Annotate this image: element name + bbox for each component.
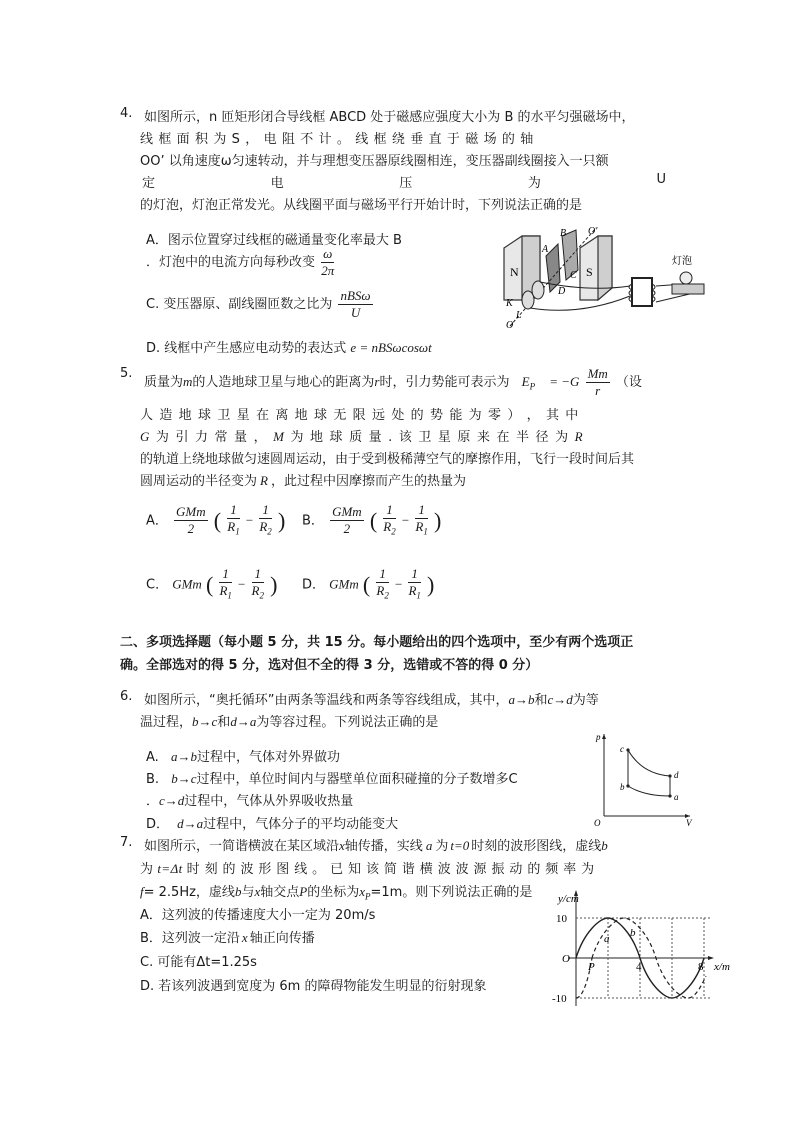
q5-var-r2: R: [260, 473, 268, 488]
label-x: x/m: [714, 961, 730, 973]
paren-open: (: [213, 507, 222, 533]
q5-option-c: [146, 566, 277, 604]
label-o: O: [506, 320, 514, 331]
q7-text: C. 可能有: [140, 955, 197, 970]
q4-option-b: [146, 246, 336, 279]
q6-option-process: a→b: [170, 749, 197, 764]
paren-close: ): [277, 507, 286, 533]
label-bulb: 灯泡: [672, 256, 692, 267]
frac-r: R: [383, 519, 392, 534]
q4-option-d-text: D. 线框中产生感应电动势的表达式: [146, 341, 347, 356]
paren-close: ): [427, 571, 435, 597]
frac-sub: 2: [259, 590, 264, 601]
label-n: N: [510, 265, 519, 279]
q7-var: t=0: [450, 838, 470, 853]
q4-option-a: A．图示位置穿过线框的磁通量变化率最大 B: [146, 233, 402, 248]
frac-num: 1: [219, 566, 231, 583]
label-b: B: [560, 228, 567, 239]
q7-text: 与: [241, 885, 255, 900]
q6-process: c→d: [547, 692, 573, 707]
frac-num: 1: [383, 502, 395, 519]
label-s: S: [586, 265, 593, 279]
q5-energy-fraction: [586, 366, 610, 399]
q5-option-b-frac1: [383, 502, 395, 540]
coef-den: 2: [343, 521, 351, 537]
q6-process: b→c: [192, 714, 218, 729]
point-a: [668, 794, 671, 797]
q4-line4-word: 压: [399, 176, 413, 191]
q4-line4-word: 为: [527, 176, 541, 191]
q7-wave-graph: [548, 888, 734, 1010]
q4-option-b-num: ω: [323, 246, 333, 261]
coef-den: 2: [187, 521, 195, 537]
q6-text: 和: [534, 693, 548, 708]
q5-line2: 人 造 地 球 卫 星 在 离 地 球 无 限 远 处 的 势 能 为 零 ） ， 其 中: [140, 408, 580, 423]
label-o-prime: O': [588, 226, 598, 237]
q7-text: 时刻的波形图线，虚线: [471, 839, 602, 854]
q5-line5-text: ，此过程中因摩擦而产生的热量为: [270, 474, 466, 489]
frac-r: R: [408, 583, 417, 598]
q5-option-b-label: B．: [302, 513, 324, 529]
q5-option-a-coef: [174, 504, 208, 537]
q5-option-c-label: C．: [146, 577, 169, 593]
q5-option-d-label: D．: [302, 577, 326, 593]
q7-var: x: [339, 838, 345, 853]
bulb-base: [672, 284, 704, 294]
q5-option-c-frac1: [219, 566, 231, 604]
q7-text: = 2.5Hz，虚线: [143, 885, 235, 900]
q7-text: Δt=1.25s: [196, 955, 257, 970]
q6-text: 和: [217, 715, 231, 730]
isotherm-ab: [628, 786, 670, 796]
frac-sub: 2: [391, 526, 396, 537]
q7-text: =1m。则下列说法正确的是: [370, 885, 533, 900]
q5-line1-text: 的人造地球卫星与地心的距离为: [192, 375, 375, 390]
q4-number: 4.: [120, 106, 133, 121]
q6-option-label: B.: [146, 772, 160, 787]
q5-line5: [140, 470, 466, 489]
q5-option-a-frac1: [227, 502, 239, 540]
frac-sub: 1: [227, 590, 232, 601]
label-y-neg10: -10: [552, 993, 567, 1005]
q7-line3: [140, 881, 532, 902]
q6-option-b: [146, 768, 518, 787]
q6-option-label: A.: [146, 750, 159, 765]
coef-num: GMm: [176, 504, 206, 520]
q7-var: b: [601, 838, 608, 853]
label-p: P: [588, 961, 595, 973]
label-l: L: [516, 310, 522, 321]
q5-var-m-big: M: [273, 429, 286, 444]
q4-line3: OO’ 以角速度ω匀速转动，并与理想变压器原线圈相连，变压器副线圈接入一只额: [140, 154, 609, 169]
label-d: d: [674, 770, 679, 780]
q7-text: 轴交点: [260, 885, 300, 900]
paren-open: (: [362, 571, 371, 597]
q6-text: 如图所示，“奥托循环”由两条等温线和两条等容线组成，其中，: [144, 693, 509, 708]
frac-r: R: [259, 519, 268, 534]
label-wave-b: b: [630, 927, 636, 939]
q6-option-process: d→a: [177, 816, 204, 831]
isotherm-cd: [628, 750, 670, 776]
q6-option-process: b→c: [171, 771, 197, 786]
q5-frac-den: r: [595, 383, 601, 398]
q5-option-a: [146, 502, 285, 540]
q6-option-text: 过程中，气体分子的平均动能变大: [203, 817, 399, 832]
q5-option-d-frac2: [408, 566, 420, 604]
frac-num: 1: [227, 502, 239, 519]
q5-line1: [144, 366, 642, 399]
q4-option-b-den: 2π: [321, 263, 335, 278]
q5-number: 5.: [120, 366, 133, 381]
q5-option-c-frac2: [252, 566, 264, 604]
q6-line1: [144, 689, 599, 708]
q6-line2: [140, 711, 438, 730]
p-axis-arrow: [602, 734, 606, 739]
label-k: K: [506, 298, 513, 309]
label-y: y/cm: [558, 893, 579, 905]
q4-line4-word: 电: [270, 176, 284, 191]
coef-num: GMm: [332, 504, 362, 520]
q5-line3-text: 为 地 球 质 量 . 该 卫 星 原 来 在 半 径 为: [285, 430, 575, 445]
q4-line4-word: U: [656, 172, 666, 187]
q7-line2: [140, 858, 595, 877]
frac-r: R: [251, 583, 260, 598]
q7-var: x: [241, 930, 248, 945]
q5-line1-text: 时，引力势能可表示为: [379, 375, 510, 390]
q4-option-d: [146, 337, 432, 356]
q6-process: a→b: [508, 692, 535, 707]
frac-r: R: [227, 519, 236, 534]
q5-var-r1: R: [574, 429, 584, 444]
q6-text: 为等容过程。下列说法正确的是: [256, 715, 439, 730]
label-origin: O: [562, 953, 570, 965]
q6-option-label: D．: [146, 817, 170, 832]
q6-number: 6.: [120, 689, 133, 704]
q6-text: 为等: [572, 693, 599, 708]
q5-line5-text: 圆周运动的半径变为: [140, 474, 258, 489]
q4-generator-figure: [500, 226, 712, 332]
label-a: a: [674, 792, 679, 802]
q4-line2: 线 框 面 积 为 S ， 电 阻 不 计 。 线 框 绕 垂 直 于 磁 场 的 轴: [140, 132, 534, 147]
q7-line1: [144, 835, 608, 854]
q7-text: 的坐标为: [307, 885, 360, 900]
q5-option-b: [302, 502, 441, 540]
q7-var: x: [254, 884, 261, 899]
frac-sub: 2: [267, 526, 272, 537]
label-a: A: [542, 244, 549, 255]
label-o: O: [594, 818, 601, 828]
q7-var: f: [140, 884, 144, 899]
q4-option-d-expr: e = nBSωcosωt: [350, 340, 432, 355]
q6-option-text: 过程中，气体从外界吸收热量: [184, 794, 354, 809]
section-2-line2: 确。全部选对的得 5 分，选对但不全的得 3 分，选错或不答的得 0 分）: [120, 658, 539, 673]
minus-sign: −: [245, 512, 254, 528]
q5-eq: = −G: [549, 374, 580, 389]
label-y10: 10: [556, 913, 567, 925]
q5-line3: [140, 426, 584, 445]
frac-sub: 1: [235, 526, 240, 537]
transformer-core: [632, 278, 652, 306]
section-2-line1: 二、多项选择题（每小题 5 分，共 15 分。每小题给出的四个选项中，至少有两个选项正: [120, 635, 634, 650]
q6-option-process: c→d: [159, 793, 185, 808]
frac-sub: 1: [423, 526, 428, 537]
q5-option-d: [302, 566, 434, 604]
frac-r: R: [219, 583, 228, 598]
label-x8: 8: [698, 961, 704, 973]
q7-text: 为: [140, 862, 154, 877]
point-d: [668, 774, 671, 777]
q7-text: 为: [435, 839, 449, 854]
q5-line4: 的轨道上绕地球做匀速圆周运动，由于受到极稀薄空气的摩擦作用，飞行一段时间后其: [140, 452, 635, 467]
q7-var: x: [359, 884, 365, 899]
q4-option-c-den: U: [350, 305, 361, 320]
q7-sub: P: [365, 891, 371, 902]
q7-text: 轴正向传播: [249, 931, 315, 946]
q4-option-b-text: ．灯泡中的电流方向每秒改变: [146, 255, 316, 270]
q7-option-a: A．这列波的传播速度大小一定为 20m/s: [140, 908, 376, 923]
q5-option-a-frac2: [259, 502, 271, 540]
paren-close: ): [433, 507, 442, 533]
label-p: p: [596, 732, 601, 742]
q6-process: d→a: [230, 714, 257, 729]
label-b: b: [620, 782, 625, 792]
q4-line1: 如图所示，n 匝矩形闭合导线框 ABCD 处于磁感应强度大小为 B 的水平匀强磁场中，: [144, 110, 635, 125]
minus-sign: −: [401, 512, 410, 528]
frac-sub: 2: [384, 590, 389, 601]
q4-option-c-text: C. 变压器原、副线圈匝数之比为: [146, 297, 333, 312]
paren-open: (: [205, 571, 214, 597]
point-b: [626, 784, 629, 787]
q5-var-m: m: [183, 374, 193, 389]
q5-ep: E: [521, 374, 530, 389]
label-v: V: [686, 818, 692, 828]
minus-sign: −: [394, 576, 403, 592]
frac-r: R: [376, 583, 385, 598]
q6-option-text: 过程中，单位时间内与器壁单位面积碰撞的分子数增多C: [196, 772, 518, 787]
paren-open: (: [369, 507, 378, 533]
frac-num: 1: [252, 566, 264, 583]
q5-ep-sub: P: [529, 381, 536, 392]
q5-option-b-frac2: [415, 502, 427, 540]
q7-text: 轴传播，实线: [344, 839, 423, 854]
minus-sign: −: [238, 576, 246, 592]
q5-frac-num: Mm: [587, 366, 608, 381]
label-wave-a: a: [604, 933, 610, 945]
q7-var: b: [234, 884, 242, 899]
frac-num: 1: [259, 502, 271, 519]
q7-text: 时 刻 的 波 形 图 线 。 已 知 该 简 谐 横 波 波 源 振 动 的 频 率 为: [186, 862, 595, 877]
q6-option-c: [146, 790, 353, 809]
q6-option-d: [146, 813, 398, 832]
q6-option-label: ．: [146, 794, 160, 809]
q5-line1-end: （设: [615, 375, 642, 390]
q7-text: B．这列波一定沿: [140, 931, 240, 946]
q4-line4: [142, 172, 666, 191]
bulb: [680, 272, 692, 284]
q7-var: P: [299, 884, 308, 899]
paren-close: ): [270, 571, 278, 597]
q6-option-text: 过程中，气体对外界做功: [196, 750, 340, 765]
q5-option-b-coef: [330, 504, 364, 537]
q5-var-r: r: [374, 374, 380, 389]
q7-number: 7.: [120, 835, 133, 850]
q4-line5: 的灯泡，灯泡正常发光。从线圈平面与磁场平行开始计时，下列说法正确的是: [140, 198, 583, 213]
q5-line1-text: 质量为: [144, 375, 184, 390]
q5-option-d-frac1: [376, 566, 388, 604]
q4-option-c-num: nBSω: [340, 288, 371, 303]
q7-option-c: [140, 951, 257, 970]
label-x4: 4: [636, 961, 642, 973]
q7-text: 如图所示，一简谐横波在某区域沿: [144, 839, 340, 854]
slip-ring-l: [532, 281, 544, 299]
q6-pv-graph: [590, 730, 694, 828]
q5-option-c-coef: GMm: [172, 576, 202, 592]
q7-var: a: [425, 838, 433, 853]
q5-var-g: G: [140, 429, 151, 444]
q4-option-c-fraction: [338, 288, 372, 321]
q7-var: t=Δt: [157, 861, 183, 876]
q4-option-c: [146, 288, 375, 321]
q7-option-b: [140, 927, 315, 946]
frac-sub: 1: [416, 590, 421, 601]
frac-num: 1: [415, 502, 427, 519]
magnet-s-side: [598, 236, 612, 300]
x-axis-arrow: [708, 956, 714, 960]
q5-option-d-coef: GMm: [329, 576, 359, 592]
q4-line4-word: 定: [142, 176, 156, 191]
label-c: C: [570, 270, 577, 281]
frac-r: R: [415, 519, 424, 534]
point-c: [626, 748, 629, 751]
frac-num: 1: [408, 566, 420, 583]
q4-option-b-fraction: [321, 246, 334, 279]
q7-option-d: D. 若该列波遇到宽度为 6m 的障碍物能发生明显的衍射现象: [140, 979, 487, 994]
label-c: c: [620, 744, 624, 754]
frac-num: 1: [376, 566, 388, 583]
q6-option-a: [146, 746, 340, 765]
q6-text: 温过程，: [140, 715, 193, 730]
label-d: D: [558, 286, 566, 297]
q5-option-a-label: A．: [146, 513, 168, 529]
q5-line3-text: 为 引 力 常 量 ，: [150, 430, 274, 445]
